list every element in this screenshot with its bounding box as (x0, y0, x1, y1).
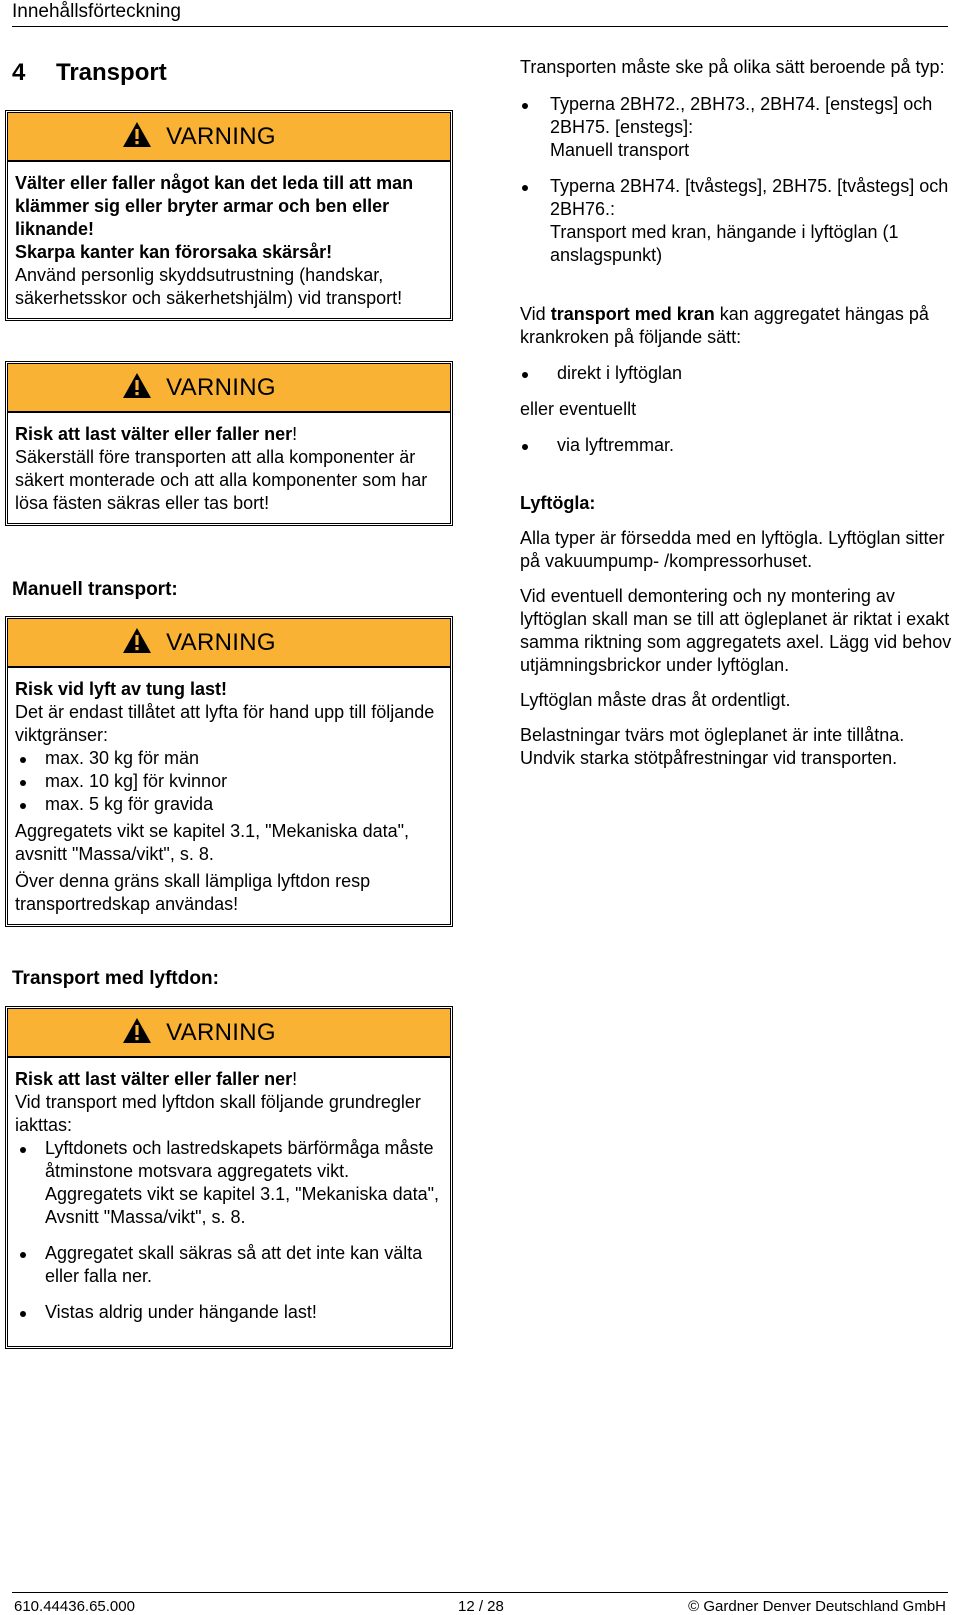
warning-1-text: Använd personlig skyddsutrustning (handskar, säkerhetsskor och säkerhetshjälm) vid transport! (15, 265, 403, 308)
list-item (520, 93, 952, 162)
warning-box-4 (5, 1006, 453, 1349)
warning-3-after-2: Över denna gräns skall lämpliga lyftdon resp transportredskap användas! (15, 871, 371, 914)
warning-box-3 (5, 616, 453, 927)
header-rule (12, 26, 948, 27)
warning-header (8, 1009, 450, 1058)
warning-2-bold-end: ! (292, 424, 298, 444)
warning-3-text: Det är endast tillåtet att lyfta för hand upp till följande viktgränser: (15, 702, 435, 745)
warning-header (8, 364, 450, 413)
chapter-heading (12, 58, 167, 88)
crane-option-list-2 (520, 434, 952, 457)
warning-1-bold-1: Välter eller faller något kan det leda till att man klämmer sig eller bryter armar och ben eller liknande! (15, 173, 414, 239)
header-title: Innehållsförteckning (12, 1, 181, 22)
crane-option-list (520, 362, 952, 385)
list-item (520, 175, 952, 267)
warning-4-bold-end: ! (292, 1069, 298, 1089)
warning-3-bold: Risk vid lyft av tung last! (15, 679, 228, 699)
list-item: Vistas aldrig under hängande last! (15, 1301, 443, 1324)
warning-3-after-1: Aggregatets vikt se kapitel 3.1, "Mekaniska data", avsnitt "Massa/vikt", s. 8. (15, 821, 409, 864)
crane-bold: transport med kran (550, 304, 715, 324)
list-item: Aggregatet skall säkras så att det inte kan välta eller falla ner. (15, 1242, 443, 1288)
lug-paragraph-2: Vid eventuell demontering och ny montering av lyftöglan skall man se till att ögleplanet är riktat i exakt samma riktning som aggregatets axel. Lägg vid behov utjämningsbrickor under lyftöglan. (520, 586, 952, 675)
list-item: max. 5 kg för gravida (15, 793, 443, 816)
type-1-line-1: Typerna 2BH72., 2BH73., 2BH74. [enstegs] och 2BH75. [enstegs]: (550, 94, 933, 137)
warning-box-1 (5, 110, 453, 321)
lifting-lug-heading: Lyftögla: (520, 493, 596, 513)
warning-header (8, 619, 450, 668)
list-item (15, 1137, 443, 1229)
lug-paragraph-3: Lyftöglan måste dras åt ordentligt. (520, 690, 791, 710)
subhead-lifting-transport: Transport med lyftdon: (12, 968, 219, 989)
footer-rule (12, 1592, 948, 1593)
warning-2-text: Säkerställ före transporten att alla komponenter är säkert monterade och att alla komponenter som har lösa fästen säkras eller tas bort! (15, 447, 428, 513)
warning-triangle-icon (122, 627, 152, 658)
footer-page-number: 12 / 28 (458, 1598, 504, 1615)
crane-paragraph (520, 303, 952, 349)
list-item: via lyftremmar. (520, 434, 952, 457)
type-2-line-1: Typerna 2BH74. [tvåstegs], 2BH75. [tvåstegs] och 2BH76.: (550, 176, 949, 219)
weight-limit-list (15, 747, 443, 816)
subhead-manual-transport: Manuell transport: (12, 579, 178, 600)
warning-box-2 (5, 361, 453, 526)
warning-triangle-icon (122, 1017, 152, 1048)
warning-header (8, 113, 450, 162)
type-1-line-2: Manuell transport (550, 140, 690, 160)
footer-doc-number: 610.44436.65.000 (14, 1598, 135, 1615)
chapter-title: Transport (56, 59, 167, 86)
list-item-text: Lyftdonets och lastredskapets bärförmåga måste åtminstone motsvara aggregatets vikt. (45, 1138, 434, 1181)
warning-label: VARNING (166, 123, 276, 150)
right-column (520, 56, 952, 770)
list-item: max. 10 kg] för kvinnor (15, 770, 443, 793)
warning-triangle-icon (122, 121, 152, 152)
warning-label: VARNING (166, 1019, 276, 1046)
lug-paragraph-4: Belastningar tvärs mot ögleplanet är inte tillåtna. Undvik starka stötpåfrestningar vid transporten. (520, 725, 905, 768)
list-item-note: Aggregatets vikt se kapitel 3.1, "Mekaniska data", Avsnitt "Massa/vikt", s. 8. (45, 1184, 439, 1227)
warning-label: VARNING (166, 374, 276, 401)
warning-4-text: Vid transport med lyftdon skall följande grundregler iakttas: (15, 1092, 421, 1135)
warning-4-bold: Risk att last välter eller faller ner (15, 1069, 293, 1089)
lug-paragraph-1: Alla typer är försedda med en lyftögla. Lyftöglan sitter på vakuumpump- /kompressorhuset. (520, 528, 945, 571)
warning-label: VARNING (166, 629, 276, 656)
type-list (520, 93, 952, 267)
warning-2-bold: Risk att last välter eller faller ner (15, 424, 293, 444)
warning-triangle-icon (122, 372, 152, 403)
lifting-rules-list (15, 1137, 443, 1324)
warning-1-bold-2: Skarpa kanter kan förorsaka skärsår! (15, 242, 333, 262)
list-item: direkt i lyftöglan (520, 362, 952, 385)
footer-copyright: © Gardner Denver Deutschland GmbH (688, 1598, 946, 1615)
or-text: eller eventuellt (520, 399, 637, 419)
list-item: max. 30 kg för män (15, 747, 443, 770)
type-2-line-2: Transport med kran, hängande i lyftöglan (1 anslagspunkt) (550, 222, 899, 265)
crane-pre: Vid (520, 304, 551, 324)
chapter-number: 4 (12, 59, 26, 86)
transport-intro: Transporten måste ske på olika sätt beroende på typ: (520, 57, 945, 77)
crane-post: kan aggregatet hängas på krankroken på följande sätt: (520, 304, 929, 347)
